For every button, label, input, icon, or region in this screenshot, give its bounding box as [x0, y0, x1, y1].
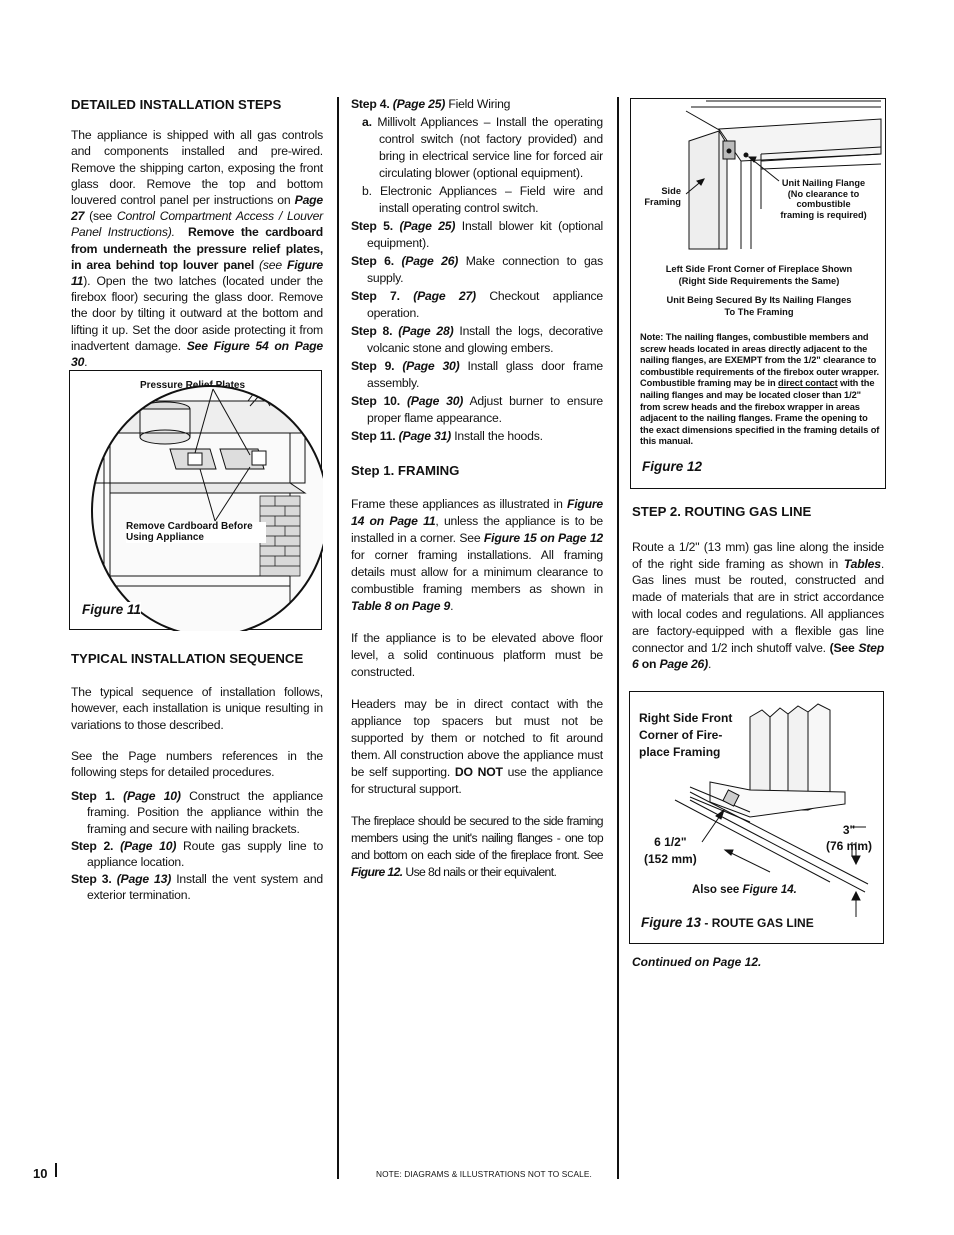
text: Use 8d nails or their equivalent.: [402, 865, 557, 879]
label-remove-cardboard: Remove Cardboard Before Using Appliance: [126, 522, 266, 543]
sequence-note: See the Page numbers references in the following steps for detailed procedures.: [71, 748, 323, 780]
figure-12-caption: Figure 12: [642, 459, 703, 474]
figure-reference: Figure 11: [71, 257, 323, 289]
page-reference: (Page 10): [120, 838, 177, 853]
step-text: Field Wiring: [445, 97, 511, 111]
text: Headers may be in direct contact with the appliance top spacers but must not be supported by them or notched to fit around them. All construction above the appliance must be self supporting.: [351, 697, 603, 779]
column-2: [351, 96, 603, 896]
fireplace-illustration: [70, 371, 323, 631]
heading-typical-installation-sequence: TYPICAL INSTALLATION SEQUENCE: [71, 651, 304, 666]
text: Note: The nailing flanges, combustible members and screw heads located in areas directly adjacent to the nailing flanges, are EXEMPT from the 1/2" clearance to combustible requirements of the firebox outer wrapper. Combustible framing may be in: [640, 332, 879, 389]
sub-text: Electronic Appliances – Field wire and install operating control switch.: [379, 184, 603, 215]
page-reference: (Page 30): [402, 359, 460, 373]
step-label: Step 11.: [351, 429, 396, 443]
page-reference: (Page 25): [392, 97, 446, 111]
step-text: Install the logs, decorative volcanic stone and glowing embers.: [367, 324, 603, 355]
dimension-6-1-2-inch: 6 1/2" (152 mm): [644, 835, 697, 866]
text: .: [707, 657, 712, 672]
label-pressure-relief-plates: Pressure Relief Plates: [140, 380, 246, 391]
column-rule-left: [55, 1163, 57, 1177]
page-reference: (Page 25): [399, 219, 456, 233]
column-rule-2: [617, 97, 619, 1179]
step-label: Step 6.: [351, 254, 394, 268]
text: on: [638, 657, 660, 672]
page-reference: (Page 28): [398, 324, 454, 338]
underlined-text: direct contact: [778, 378, 838, 389]
sub-text: Millivolt Appliances – Install the operating control switch (not factory provided) and bring in electrical service line for forced air circulating blower (optional equipment).: [377, 115, 603, 180]
step-2-item: [71, 838, 323, 870]
routing-paragraph: [632, 539, 884, 673]
sub-label: a.: [362, 115, 372, 129]
figure-reference: Figure 14.: [742, 884, 797, 896]
text: .: [450, 599, 454, 613]
step-4a-item: [351, 114, 603, 182]
table-reference: Table 8 on Page 9: [351, 599, 451, 613]
step-text: Checkout appliance operation.: [367, 289, 604, 320]
figure-reference: Figure 15 on Page 12: [483, 531, 604, 545]
page-reference: (Page 10): [123, 789, 181, 804]
step-text: Route gas supply line to appliance location.: [87, 838, 324, 870]
figure-12: [630, 98, 886, 489]
column-rule-1: [337, 97, 339, 1179]
text: with the nailing flanges and may be located closer than 1/2" from screw heads and the firebox wrapper in areas adjacent to the nailing flanges. Frame the opening to the exact dimensions specified in the framing details of this manual.: [640, 378, 880, 447]
text: (See: [829, 640, 859, 655]
text: Route a 1/2" (13 mm) gas line along the inside of the right side framing as shown in: [632, 539, 884, 571]
page-reference: Page 26): [659, 657, 708, 672]
heading-detailed-installation-steps: DETAILED INSTALLATION STEPS: [71, 97, 282, 112]
figure-reference: Figure 12.: [351, 865, 403, 879]
step-label: Step 9.: [351, 359, 395, 373]
text: Frame these appliances as illustrated in: [351, 497, 567, 511]
step-text: Construct the appliance framing. Position the appliance within the framing and secure with nailing brackets.: [87, 789, 323, 836]
step-3-item: [71, 871, 323, 903]
step-4-item: [351, 96, 603, 113]
step-label: Step 1.: [71, 789, 115, 804]
step-7-item: [351, 288, 603, 322]
page-reference: (Page 30): [406, 394, 464, 408]
sub-label: b.: [362, 184, 372, 198]
text: , unless the appliance is to be installed in a corner. See: [351, 514, 603, 545]
label-right-side-front-corner: Right Side Front Corner of Fire- place Framing: [639, 711, 733, 759]
sequence-intro: The typical sequence of installation follows, however, each installation is unique resulting in variations to those described.: [71, 685, 323, 732]
label-unit-nailing-flange: Unit Nailing Flange (No clearance to combustible framing is required): [780, 178, 867, 220]
figure-11-caption: Figure 11: [82, 602, 142, 617]
text: The fireplace should be secured to the side framing members using the unit's nailing flanges - one top and bottom on each side of the fireplace front. See: [351, 814, 603, 862]
figure-12-note: [640, 332, 880, 448]
step-text: Install glass door frame assembly.: [367, 359, 603, 390]
framing-paragraph-4: [351, 813, 603, 881]
page-reference: (Page 26): [401, 254, 459, 268]
step-11-item: [351, 428, 603, 445]
step-text: Make connection to gas supply.: [367, 254, 604, 285]
page-reference: Page 27: [71, 193, 323, 224]
step-5-item: [351, 218, 603, 252]
column-1-lower: [71, 651, 323, 905]
step-10-item: [351, 393, 603, 427]
step-label: Step 5.: [351, 219, 393, 233]
framing-paragraph-3: [351, 696, 603, 798]
step-text: Install blower kit (optional equipment).: [367, 219, 604, 250]
also-see-figure-14: [692, 885, 797, 896]
text: The appliance is shipped with all gas controls and components installed and pre-wired. Remove the shipping carton, exposing the front glass door. Remove the top and bottom louvered control panel per instructions on: [71, 128, 323, 208]
section-reference: Control Compartment Access / Louver Panel Instructions).: [71, 209, 324, 240]
figure-13-caption: Figure 13: [641, 915, 702, 930]
column-1: [71, 97, 323, 385]
text: (see: [254, 257, 287, 272]
page-reference: (Page 27): [413, 289, 476, 303]
text: (see: [84, 209, 117, 224]
figure-11: [69, 370, 322, 630]
text: use the appliance for structural support.: [351, 765, 603, 796]
figure-12-description-2: Unit Being Secured By Its Nailing Flanges To The Framing: [666, 295, 852, 317]
label-side-framing: Side Framing: [644, 186, 681, 207]
step-text: Install the vent system and exterior termination.: [87, 872, 324, 903]
dimension-3-inch: 3" (76 mm): [826, 823, 873, 853]
step-text: Adjust burner to ensure proper flame appearance.: [367, 394, 603, 425]
table-reference: Tables: [843, 556, 881, 571]
figure-reference: See Figure 54 on Page 30: [71, 338, 323, 370]
text: ). Open the two latches (located under the firebox floor) securing the glass door. Remove the door by tilting it outward at the bottom and lifting it up. Set the door aside protecting it from inadvertent damage.: [71, 274, 323, 353]
text: for corner framing installations. All framing details must allow for a minimum clearance to combustible framing members as shown in: [351, 548, 603, 596]
column-3: [632, 504, 884, 688]
step-label: Step 3.: [71, 872, 112, 887]
step-1-item: [71, 788, 323, 837]
bold-instruction: Remove the cardboard from underneath the pressure relief plates, in area behind top louver panel: [71, 225, 323, 272]
step-9-item: [351, 358, 603, 392]
framing-paragraph-1: [351, 496, 603, 615]
figure-13: [629, 691, 884, 944]
step-label: Step 10.: [351, 394, 400, 408]
text: .: [84, 355, 88, 370]
step-text: Install the hoods.: [451, 429, 543, 443]
caption-tail: - ROUTE GAS LINE: [701, 916, 814, 930]
figure-12-description-1: Left Side Front Corner of Fireplace Shown (Right Side Requirements the Same): [665, 264, 853, 286]
step-reference: Step 6: [632, 640, 884, 672]
heading-step-1-framing: Step 1. FRAMING: [351, 463, 460, 478]
figure-reference: Figure 14 on Page 11: [351, 497, 603, 528]
step-label: Step 8.: [351, 324, 393, 338]
figure-13-caption-line: [641, 914, 814, 932]
step-label: Step 2.: [71, 838, 114, 853]
step-6-item: [351, 253, 603, 287]
step-4b-item: [351, 183, 603, 217]
footer-note: NOTE: DIAGRAMS & ILLUSTRATIONS NOT TO SCALE.: [376, 1169, 592, 1179]
step-label: Step 7.: [351, 289, 400, 303]
framing-paragraph-2: If the appliance is to be elevated above floor level, a solid continuous platform must be constructed.: [351, 631, 603, 679]
page-reference: (Page 13): [116, 872, 172, 887]
page-number: 10: [33, 1166, 48, 1181]
text: . Gas lines must be routed, constructed and made of materials that are in strict accordance with local codes and regulations. All appliances are factory-equipped with a flexible gas line connector and 1/2 inch shutoff valve.: [632, 556, 884, 655]
intro-paragraph: [71, 127, 323, 370]
bold-warning: DO NOT: [454, 765, 503, 779]
step-8-item: [351, 323, 603, 357]
step-label: Step 4.: [351, 97, 390, 111]
heading-step-2-routing-gas-line: STEP 2. ROUTING GAS LINE: [632, 504, 812, 519]
text: Also see: [692, 884, 743, 896]
continued-note: Continued on Page 12.: [632, 955, 762, 969]
page-reference: (Page 31): [398, 429, 452, 443]
